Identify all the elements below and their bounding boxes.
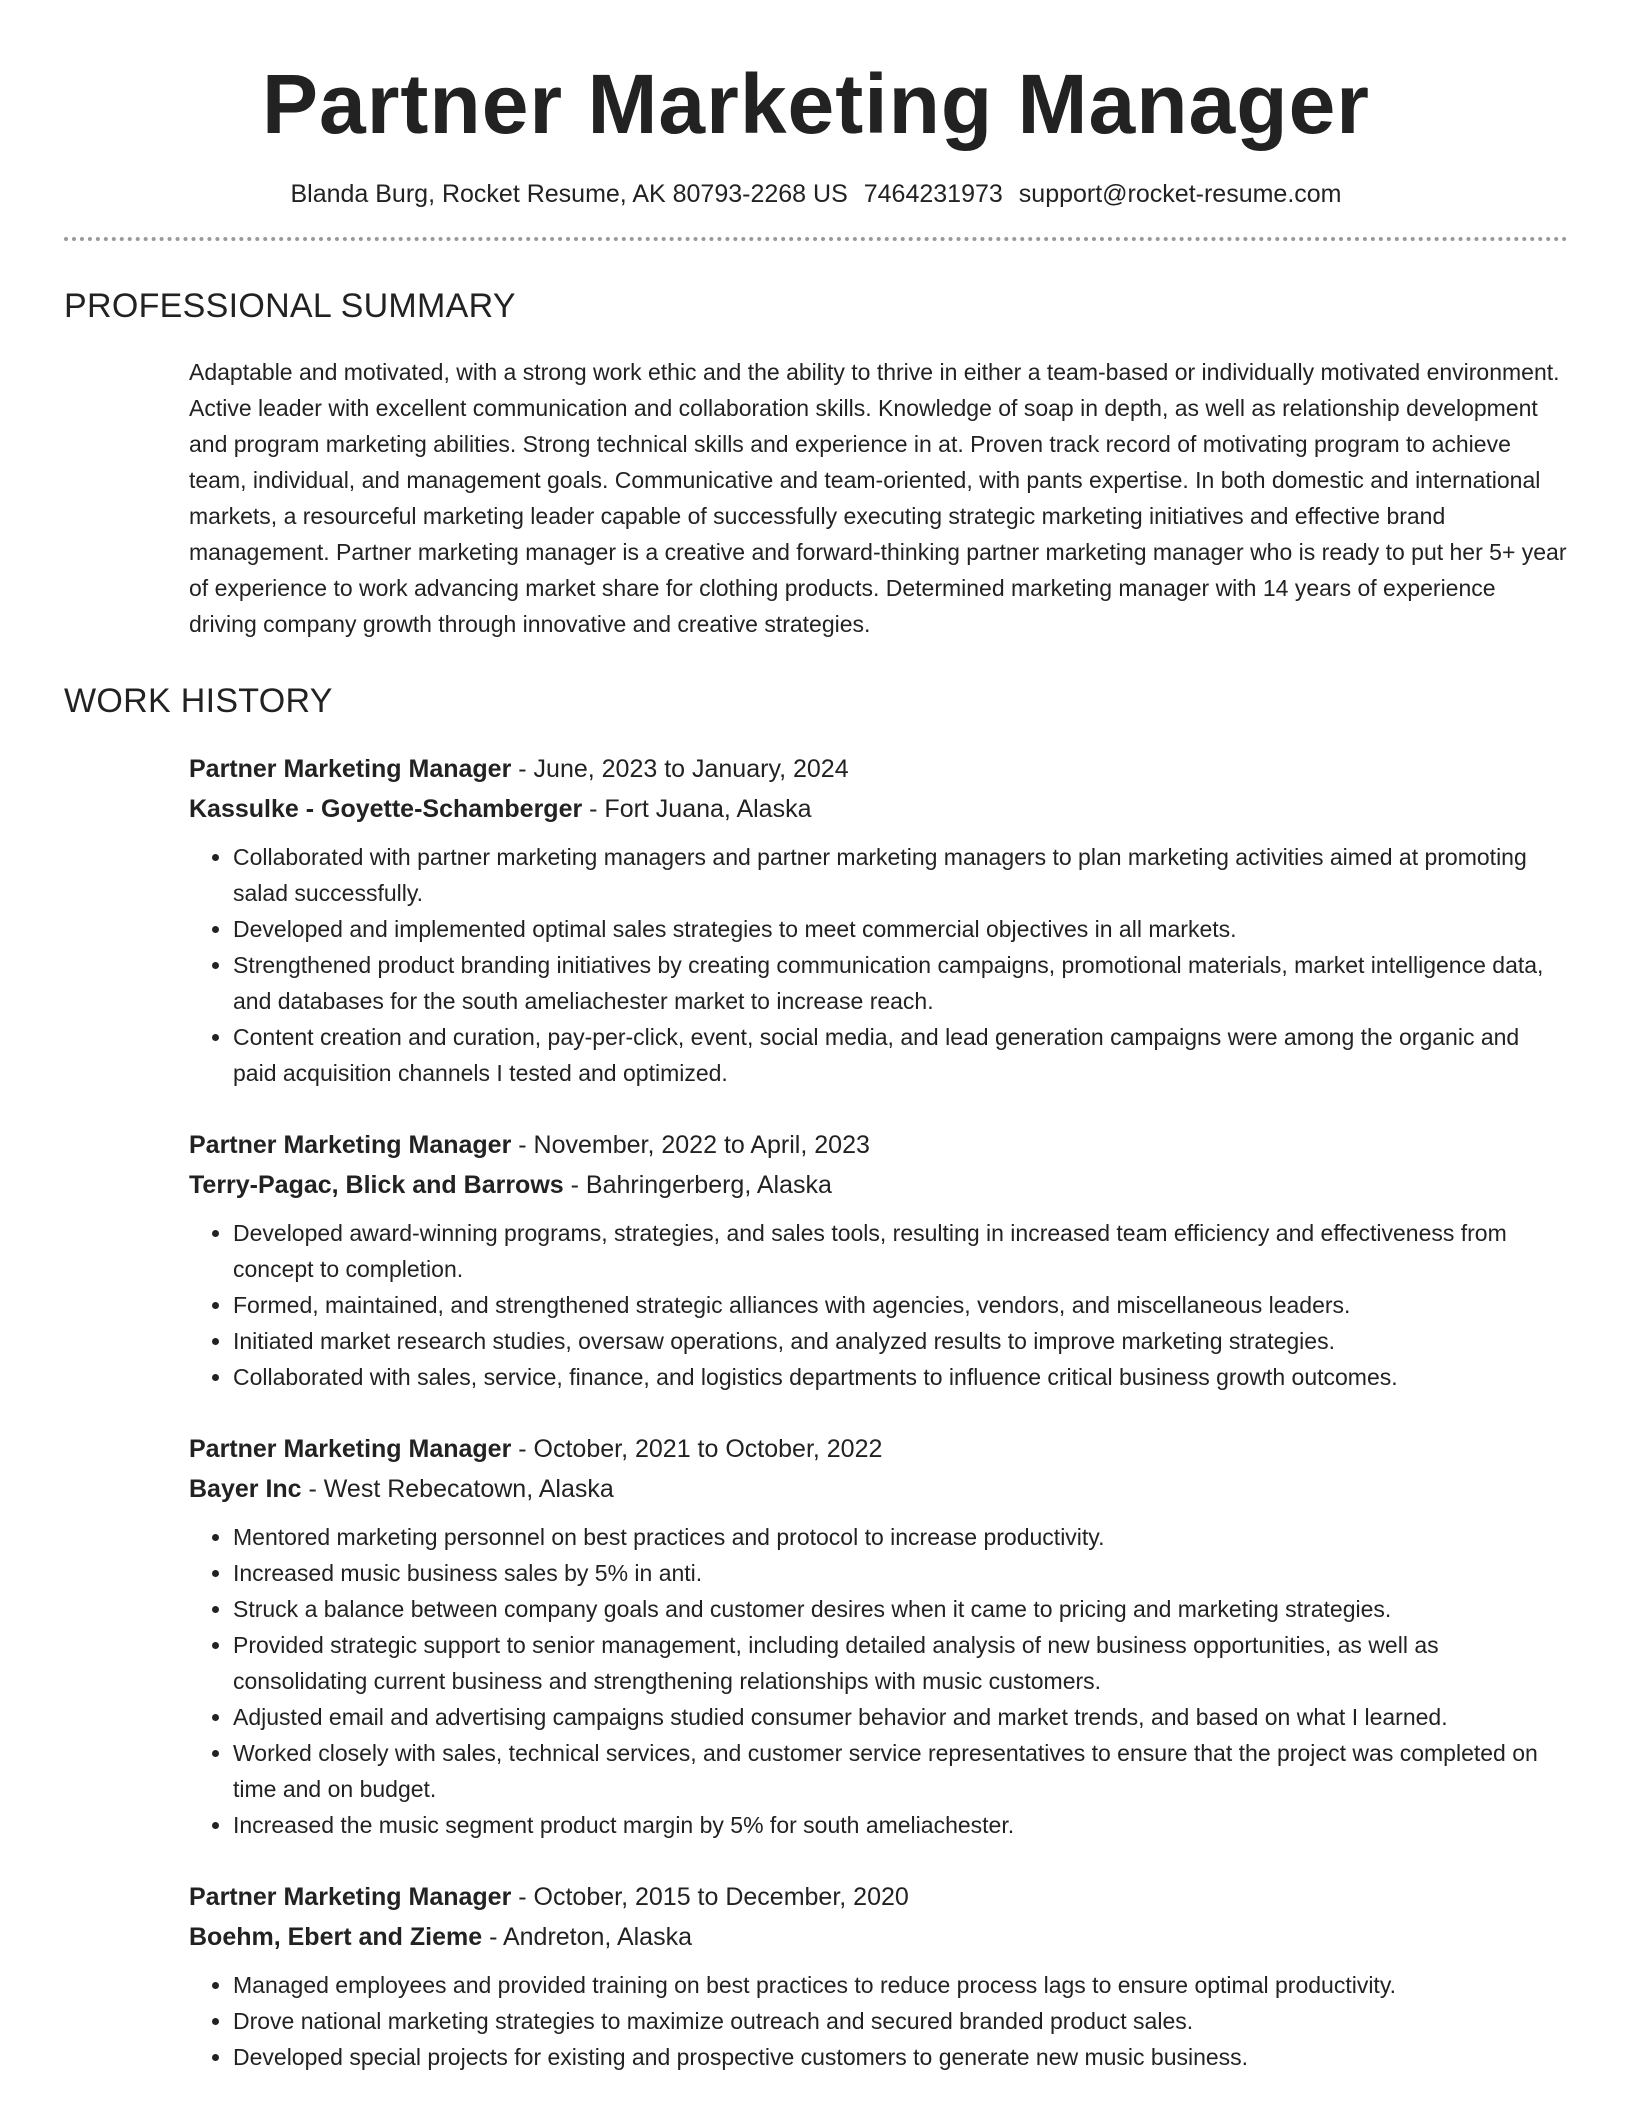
contact-phone: 7464231973 bbox=[863, 180, 1003, 208]
job-dates: - June, 2023 to January, 2024 bbox=[511, 755, 849, 783]
job-bullet: • Developed special projects for existing and prospective customers to generate new music business. bbox=[233, 2039, 1568, 2075]
job-bullet: • Collaborated with sales, service, finance, and logistics departments to influence critical business growth outcomes. bbox=[233, 1359, 1568, 1395]
summary-text: Adaptable and motivated, with a strong work ethic and the ability to thrive in either a team-based or individually motivated environment. Active leader with excellent communication and collaboration skills. Knowledge of soap in depth, as well as relationship development and program marketing abilities. Strong technical skills and experience in at. Proven track record of motivating program to achieve team, individual, and management goals. Communicative and team-oriented, with pants expertise. In both domestic and international markets, a resourceful marketing leader capable of successfully executing strategic marketing initiatives and effective brand management. Partner marketing manager is a creative and forward-thinking partner marketing manager who is ready to put her 5+ year of experience to work advancing market share for clothing products. Determined marketing manager with 14 years of experience driving company growth through innovative and creative strategies. bbox=[189, 359, 1567, 637]
job-company-line bbox=[189, 1165, 1568, 1205]
job-bullet: • Developed and implemented optimal sales strategies to meet commercial objectives in all markets. bbox=[233, 911, 1568, 947]
job-company: Bayer Inc bbox=[189, 1475, 302, 1503]
job-location: - Fort Juana, Alaska bbox=[582, 795, 812, 823]
header-divider bbox=[64, 237, 1568, 241]
job-bullet: • Struck a balance between company goals and customer desires when it came to pricing and marketing strategies. bbox=[233, 1591, 1568, 1627]
job-bullets bbox=[189, 1215, 1568, 1395]
job-company-line bbox=[189, 1469, 1568, 1509]
job-role: Partner Marketing Manager bbox=[189, 1435, 512, 1463]
job-role-line bbox=[189, 749, 1568, 789]
job-company: Terry-Pagac, Blick and Barrows bbox=[189, 1171, 564, 1199]
job-entry bbox=[189, 1877, 1568, 2075]
contact-email: support@rocket-resume.com bbox=[1018, 180, 1342, 208]
job-bullet: • Increased music business sales by 5% in anti. bbox=[233, 1555, 1568, 1591]
job-bullet: • Worked closely with sales, technical services, and customer service representatives to ensure that the project was completed on time and on budget. bbox=[233, 1735, 1568, 1807]
job-bullet: • Developed award-winning programs, strategies, and sales tools, resulting in increased team efficiency and effectiveness from concept to completion. bbox=[233, 1215, 1568, 1287]
contact-address: Blanda Burg, Rocket Resume, AK 80793-2268 US bbox=[290, 180, 848, 208]
job-bullet: • Strengthened product branding initiatives by creating communication campaigns, promotional materials, market intelligence data, and databases for the south ameliachester market to increase reach. bbox=[233, 947, 1568, 1019]
job-role-line bbox=[189, 1877, 1568, 1917]
job-role: Partner Marketing Manager bbox=[189, 755, 512, 783]
job-bullet: • Initiated market research studies, oversaw operations, and analyzed results to improve marketing strategies. bbox=[233, 1323, 1568, 1359]
job-dates: - October, 2021 to October, 2022 bbox=[511, 1435, 883, 1463]
job-bullet: • Increased the music segment product margin by 5% for south ameliachester. bbox=[233, 1807, 1568, 1843]
resume-title: Partner Marketing Manager bbox=[262, 57, 1370, 151]
job-bullets bbox=[189, 1967, 1568, 2075]
job-entry bbox=[189, 749, 1568, 1091]
job-location: - West Rebecatown, Alaska bbox=[301, 1475, 614, 1503]
job-entry bbox=[189, 1125, 1568, 1395]
job-bullet: • Mentored marketing personnel on best practices and protocol to increase productivity. bbox=[233, 1519, 1568, 1555]
job-company: Kassulke - Goyette-Schamberger bbox=[189, 795, 583, 823]
summary-heading: PROFESSIONAL SUMMARY bbox=[64, 287, 516, 325]
job-location: - Bahringerberg, Alaska bbox=[563, 1171, 832, 1199]
job-entry bbox=[189, 1429, 1568, 1843]
job-bullet: • Collaborated with partner marketing managers and partner marketing managers to plan marketing activities aimed at promoting salad successfully. bbox=[233, 839, 1568, 911]
contact-line bbox=[64, 180, 1568, 209]
job-bullet: • Provided strategic support to senior management, including detailed analysis of new business opportunities, as well as consolidating current business and strengthening relationships with music customers. bbox=[233, 1627, 1568, 1699]
job-company: Boehm, Ebert and Zieme bbox=[189, 1923, 483, 1951]
job-role-line bbox=[189, 1429, 1568, 1469]
work-history-heading: WORK HISTORY bbox=[64, 682, 333, 720]
job-bullet: • Drove national marketing strategies to maximize outreach and secured branded product sales. bbox=[233, 2003, 1568, 2039]
job-location: - Andreton, Alaska bbox=[482, 1923, 692, 1951]
job-bullet: • Managed employees and provided training on best practices to reduce process lags to ensure optimal productivity. bbox=[233, 1967, 1568, 2003]
job-company-line bbox=[189, 789, 1568, 829]
job-bullets bbox=[189, 1519, 1568, 1843]
job-company-line bbox=[189, 1917, 1568, 1957]
job-role-line bbox=[189, 1125, 1568, 1165]
job-role: Partner Marketing Manager bbox=[189, 1883, 512, 1911]
job-dates: - November, 2022 to April, 2023 bbox=[511, 1131, 870, 1159]
job-role: Partner Marketing Manager bbox=[189, 1131, 512, 1159]
job-bullet: • Formed, maintained, and strengthened strategic alliances with agencies, vendors, and miscellaneous leaders. bbox=[233, 1287, 1568, 1323]
job-dates: - October, 2015 to December, 2020 bbox=[511, 1883, 909, 1911]
job-bullets bbox=[189, 839, 1568, 1091]
job-bullet: • Adjusted email and advertising campaigns studied consumer behavior and market trends, and based on what I learned. bbox=[233, 1699, 1568, 1735]
job-bullet: • Content creation and curation, pay-per-click, event, social media, and lead generation campaigns were among the organic and paid acquisition channels I tested and optimized. bbox=[233, 1019, 1568, 1091]
